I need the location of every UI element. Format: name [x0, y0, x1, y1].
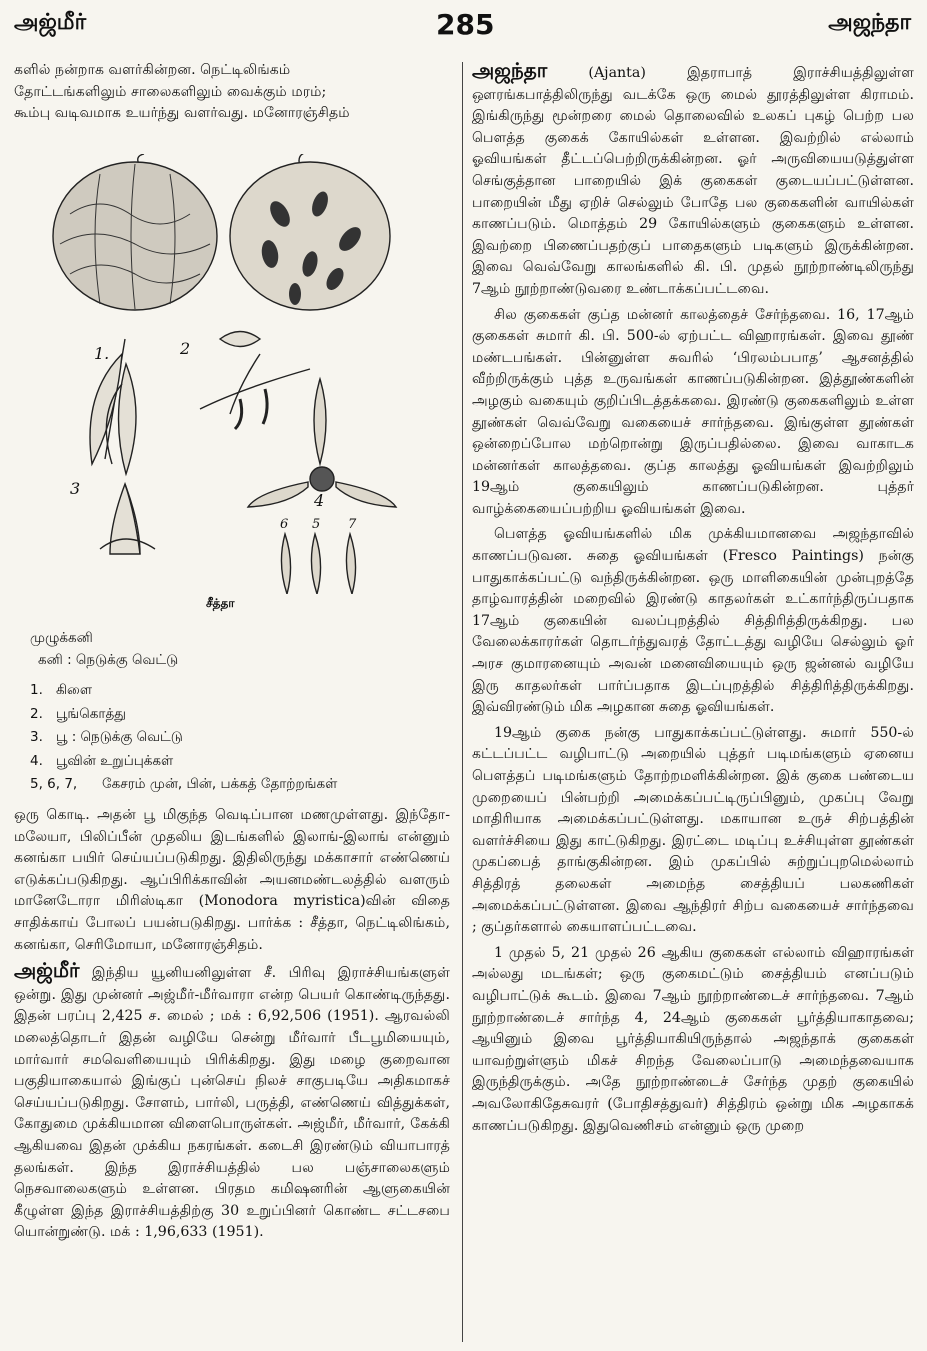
ajanta-paragraph: 1 முதல் 5, 21 முதல் 26 ஆகிய குகைகள் எல்லாம் விஹாரங்கள் அல்லது மடங்கள்; ஒரு குகைமட்டும் சைத்தியம் எனப்படும் வழிபாட்டுக் கூடம். இவை 7ஆம் நூற்றாண்டைச் சார்ந்தவை. 7ஆம் நூற்றாண்டைச் சார்ந்த 4, 24ஆம் குகைகள் பூர்த்தியாகாதவை; ஆயினும் இவை பூர்த்தியாகியிருந்தால் அஜந்தாக் குகைகள் யாவற்றுள்ளும் மிகச் சிறந்த வேலைப்பாடு அமைந்தவையாக இருந்திருக்கும். அதே நூற்றாண்டைச் சேர்ந்த முதற் குகையில் அவலோகிதேசுவரர் (போதிசத்துவர்) சித்திரம் ஒன்று மிக அழகாகக் காணப்படுகிறது. இதுவெணிசம் என்னும் ஒரு முறை [472, 944, 914, 1134]
legend-num: 3. [30, 729, 43, 745]
figure-label: 1. [94, 344, 110, 363]
ajanta-entry [472, 60, 914, 301]
legend-num: 5, 6, 7, [30, 776, 78, 792]
legend-text: பூவின் உறுப்புக்கள் [56, 752, 174, 769]
right-column-text [472, 60, 914, 1137]
ajanta-headword: அஜந்தா [472, 58, 548, 82]
text-line: களில் நன்றாக வளர்கின்றன. நெட்டிலிங்கம் [14, 62, 291, 78]
figure-caption: சீத்தா [206, 596, 235, 610]
ajanta-paragraph: சில குகைகள் குப்த மன்னர் காலத்தைச் சேர்ந்தவை. 16, 17ஆம் குகைகள் சுமார் கி. பி. 500-ல் ஏற்பட்ட விஹாரங்கள். இவை தூண் மண்டபங்கள். பின்னுள்ள சுவரில் ‘பிரலம்பபாத’ ஆசனத்தில் வீற்றிருக்கும் புத்த உருவங்கள் காணப்படுகின்றன. இத்தூண்களின் அழகும் வகையும் குறிப்பிடத்தக்கவை. இரண்டு குகைகளிலும் உள்ள தூண்கள் வெவ்வேறு வகையைச் சார்ந்தவை. இங்குள்ள தூண்கள் ஒன்றைப்போல மற்றொன்று இருப்பதில்லை. இவை வாகாடக மன்னர்கள் காலத்தவை. குப்த காலத்து ஓவியங்கள் இவற்றிலும் 19ஆம் குகையிலும் காணப்படுகின்றன. புத்தர் வாழ்க்கையைப்பற்றிய ஓவியங்கள் இவை. [472, 306, 914, 517]
legend-item [30, 727, 446, 747]
legend-num: 1. [30, 682, 43, 698]
ajanta-latin: (Ajanta) [588, 65, 646, 81]
page-header [0, 0, 927, 48]
left-column-top-text [14, 60, 450, 125]
legend-item [30, 774, 446, 794]
ajanta-paragraph: இதராபாத் இராச்சியத்திலுள்ள ஔரங்கபாத்திலிருந்து வடக்கே ஒரு மைல் தூரத்திலுள்ள கிராமம். இங்கிருந்து மூன்றரை மைல் தொலைவில் உலகப் புகழ் பெற்ற பல பௌத்த குகைக் கோயில்கள் உள்ளன. இவற்றில் எல்லாம் ஓவியங்கள் தீட்டப்பெற்றிருக்கின்றன. ஓர் அருவியையடுத்துள்ள செங்குத்தான பாறையில் இக் குகைகள் குடையப்பட்டுள்ளன. பாறையின் மீது ஏறிச் செல்லும் போதே பல குகைகளின் வாயில்கள் காணப்படும். மொத்தம் 29 கோயில்களும் குகைகளும் உள்ளன. இவற்றை பிணைப்பதற்குப் பாதைகளும் படிகளும் இருக்கின்றன. இவை வெவ்வேறு காலங்களில் கி. பி. முதல் நூற்றாண்டிலிருந்து 7ஆம் நூற்றாண்டுவரை உண்டாக்கப்பட்டவை. [472, 65, 915, 297]
legend-text: கேசரம் முன், பின், பக்கத் தோற்றங்கள் [102, 776, 338, 792]
left-column-bottom-text [14, 805, 450, 1244]
paragraph: ஒரு கொடி. அதன் பூ மிகுந்த வெடிப்பான மணமுள்ளது. இந்தோ-மலேயா, பிலிப்பீன் முதலிய இடங்களில் இலாங்-இலாங் என்னும் கனங்கா பயிர் செய்யப்படுகிறது. இதிலிருந்து மக்காசார் எண்ணெய் எடுக்கப்படுகிறது. ஆப்பிரிக்காவின் அயனமண்டலத்தில் வளரும் மானேடோரா மிரிஸ்டிகா (Monodora myristica)வின் விதை சாதிக்காய் போலப் பயன்படுகிறது. பார்க்க : சீத்தா, நெட்டிலிங்கம், கனங்கா, செரிமோயா, மனோரஞ்சிதம். [14, 807, 450, 953]
figure-legend [26, 630, 446, 798]
text-line: கூம்பு வடிவமாக உயர்ந்து வளர்வது. மனோரஞ்சிதம் [14, 105, 350, 122]
ajanta-paragraph: பௌத்த ஓவியங்களில் மிக முக்கியமானவை அஜந்தாவில் காணப்படுவன. சுதை ஓவியங்கள் (Fresco Paintings) நன்கு பாதுகாக்கப்பட்டு வந்திருக்கின்றன. ஒரு மாளிகையின் முன்புறத்தே தாழ்வாரத்தின் மறைவில் இரண்டு காதலர்கள் உட்கார்ந்திருப்பதாக 17ஆம் குகையின் வலப்புறத்தில் சித்திரித்திருக்கிறது. பல வேலைக்காரர்கள் தொடர்ந்துவரத் தோட்டத்து வழியே செல்லும் ஓர் அரச குமாரனையும் அவன் மனைவியையும் ஒரு ஜன்னல் வழியே இரு காதலர்கள் பார்ப்பதாக இடப்புறத்தில் சித்திரித்திருக்கிறது. இவ்விரண்டும் மிக அழகான சுதை ஓவியங்கள். [472, 526, 914, 716]
figure-label: 3 [70, 479, 81, 498]
custard-apple-illustration [30, 154, 440, 594]
ajmer-body: இந்திய யூனியனிலுள்ள சீ. பிரிவு இராச்சியங்களுள் ஒன்று. இது முன்னர் அஜ்மீர்-மீர்வாரா என்ற பெயர் கொண்டிருந்தது. இதன் பரப்பு 2,425 ச. மைல் ; மக் : 6,92,506 (1951). ஆரவல்லி மலைத்தொடர் இதன் வழியே சென்று மீர்வார் பீடபூமியையும், மார்வார் சமவெளியையும் பிரிக்கிறது. இது மழை குறைவான பகுதியாகையால் இங்குப் புன்செய் நிலச் சாகுபடியே அதிகமாகச் செய்யப்படுகிறது. சோளம், பார்லி, பருத்தி, எண்ணெய் வித்துக்கள், கோதுமை முக்கியமான விளைபொருள்கள். அஜ்மீர், மீர்வார், கேக்கி ஆகியவை இதன் முக்கிய நகரங்கள். கடைசி இரண்டும் வியாபாரத் தலங்கள். இந்த இராச்சியத்தில் பல பஞ்சாலைகளும் நெசவாலைகளும் உள்ளன. பிரதம கமிஷனரின் ஆளுகையின் கீழுள்ள இந்த இராச்சியத்திற்கு 30 உறுப்பினர் கொண்ட சட்டசபை யொன்றுண்டு. மக் : 1,96,633 (1951). [14, 965, 450, 1241]
text-line: தோட்டங்களிலும் சாலைகளிலும் வைக்கும் மரம்; [14, 83, 327, 100]
legend-item [30, 704, 446, 724]
figure-label: 4 [314, 491, 325, 510]
ajmer-headword: அஜ்மீர் [14, 958, 80, 983]
header-left-title: அஜ்மீர் [14, 10, 87, 35]
ajmer-entry [14, 960, 450, 1244]
legend-text: பூங்கொத்து [56, 705, 126, 722]
page-number: 285 [436, 8, 495, 41]
column-divider [462, 62, 463, 1342]
legend-item [30, 680, 446, 700]
ajanta-paragraph: 19ஆம் குகை நன்கு பாதுகாக்கப்பட்டுள்ளது. சுமார் 550-ல் கட்டப்பட்ட வழிபாட்டு அறையில் புத்தர் படிமங்களும் ஏனைய பௌத்தப் படிமங்களும் தோற்றமளிக்கின்றன. இக் குகை பண்டைய முறையைப் பின்பற்றி அமைக்கப்பட்டிருப்பினும், முகப்பு வேறு மாதிரியாக அமைக்கப்பட்டுள்ளது. மகாயான உருச் சிற்பத்தின் வளர்ச்சியை இது காட்டுகிறது. இரட்டை மடிப்பு உச்சியுள்ள தூண்கள் முகப்பைத் தாங்குகின்றன. இம் முகப்பில் சுற்றுப்புறமெல்லாம் சித்திரத் தலைகள் அமைந்த சைத்தியப் பலகணிகள் அமைக்கப்பட்டுள்ளன. இவை ஆந்திரர் சிற்ப வகையைச் சார்ந்தவை ; குப்தர்களால் கையாளப்பட்டவை. [472, 724, 914, 936]
header-right-title: அஜந்தா [828, 10, 911, 35]
legend-text: பூ : நெடுக்கு வெட்டு [56, 729, 183, 745]
legend-text: கிளை [56, 682, 93, 698]
figure-label: 6 [280, 517, 289, 532]
figure-label: 7 [348, 517, 357, 532]
figure-label: 5 [312, 517, 321, 532]
legend-name: முழுக்கனி [30, 630, 93, 646]
legend-num: 2. [30, 705, 43, 722]
legend-num: 4. [30, 752, 43, 769]
figure-label: 2 [180, 339, 191, 358]
legend-item [30, 751, 446, 771]
legend-sub: கனி : நெடுக்கு வெட்டு [38, 652, 179, 668]
